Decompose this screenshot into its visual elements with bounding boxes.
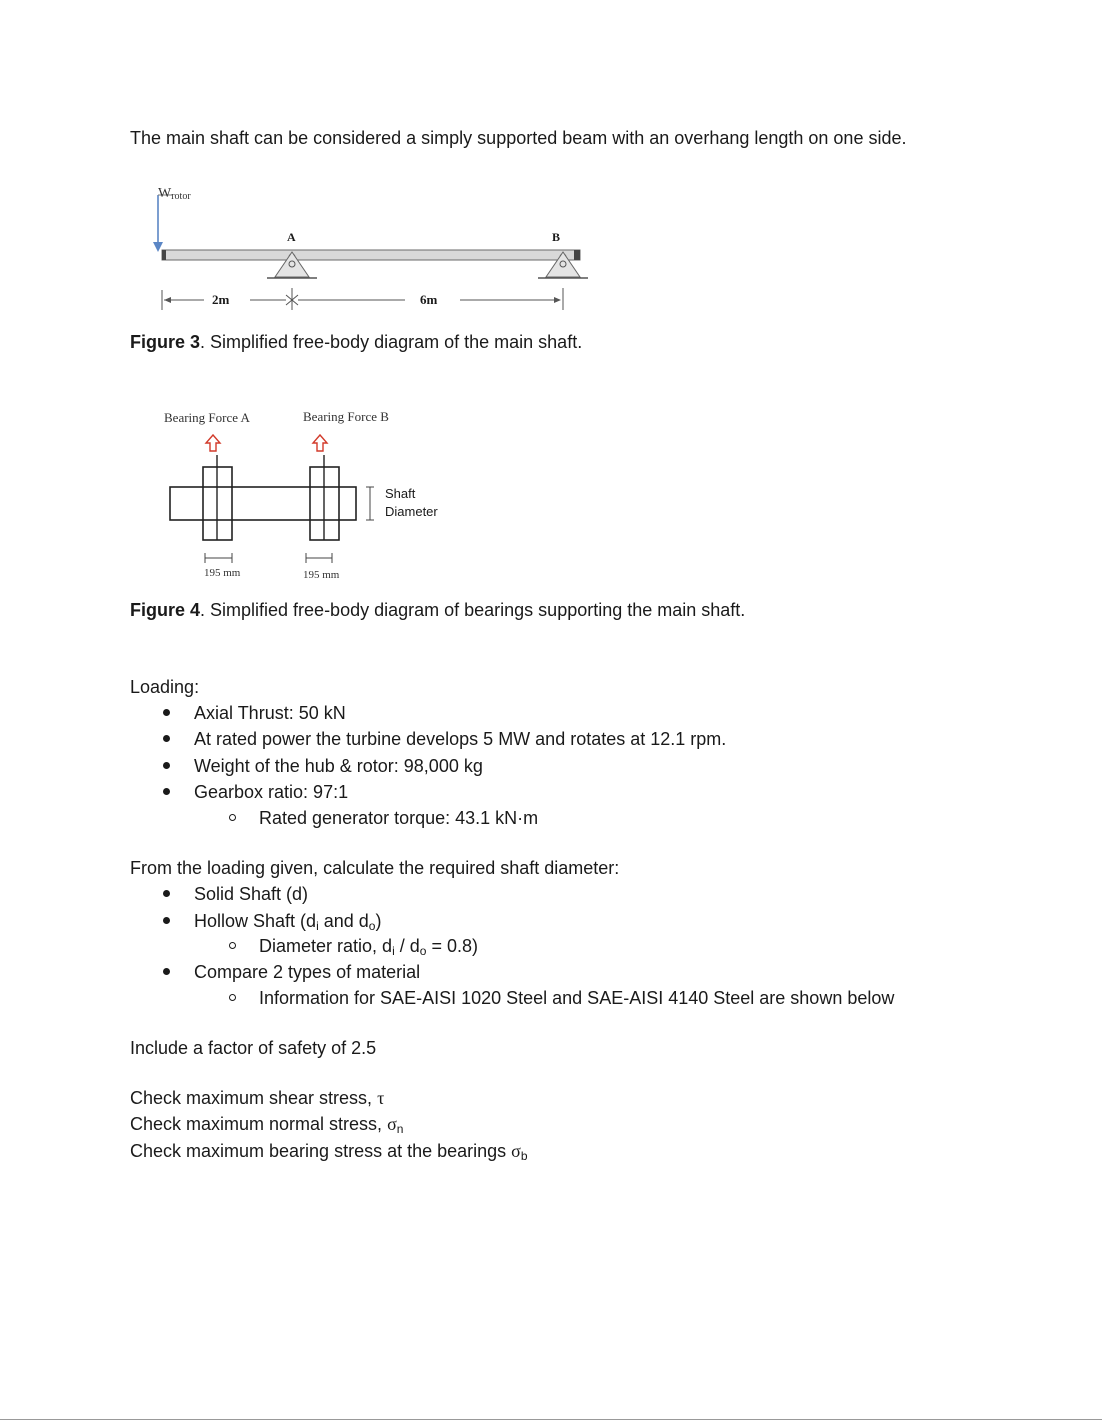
rotor-weight-label (158, 186, 191, 202)
loading-heading: Loading: (130, 677, 200, 697)
tau-symbol: τ (377, 1088, 385, 1108)
bearing-a-width-label: 195 mm (204, 567, 241, 579)
sub-bullet-icon (229, 942, 236, 949)
hollow-text-a: Hollow Shaft (d (194, 911, 317, 931)
loading-item-weight: Weight of the hub & rotor: 98,000 kg (194, 756, 483, 776)
loading-item-gearbox: Gearbox ratio: 97:1 (194, 782, 349, 802)
bearing-force-a-label: Bearing Force A (164, 410, 250, 425)
shaft-diameter-label-line-2: Diameter (385, 504, 438, 519)
bullet-icon (163, 890, 170, 897)
check-bearing-stress (130, 1139, 528, 1163)
task-compare-materials: Compare 2 types of material (194, 962, 421, 982)
task-material-info: Information for SAE-AISI 1020 Steel and SAE-AISI 4140 Steel are shown below (259, 988, 895, 1008)
support-b-label: B (552, 230, 561, 244)
support-a-label: A (287, 230, 296, 244)
main-shaft-beam (162, 250, 580, 260)
bearing-force-a-arrow (206, 435, 220, 451)
shaft-outline (170, 487, 356, 520)
bearing-b-width-label: 195 mm (303, 569, 340, 581)
figure-4-caption-label: Figure 4 (130, 600, 201, 620)
ratio-sub-o: o (419, 944, 427, 958)
check-shear-stress (130, 1086, 384, 1110)
hollow-text-b: and d (318, 911, 369, 931)
figure-3-beam-diagram (140, 180, 600, 315)
sigma-n-symbol: σ (387, 1114, 397, 1134)
hollow-text-c: ) (375, 911, 382, 931)
bullet-icon (163, 735, 170, 742)
ratio-text-a: Diameter ratio, d (259, 936, 393, 956)
figure-3-caption-label: Figure 3 (130, 332, 201, 352)
rotor-weight-subscript: rotor (171, 191, 191, 202)
check-normal-stress (130, 1112, 403, 1136)
hollow-sub-i: i (316, 919, 319, 933)
bullet-icon (163, 762, 170, 769)
figure-3-caption-text: . Simplified free-body diagram of the main shaft. (200, 332, 583, 352)
rotor-weight-symbol: W (158, 186, 172, 201)
bearing-force-b-label: Bearing Force B (303, 409, 389, 424)
sigma-b-subscript: b (520, 1149, 528, 1163)
ratio-sub-i: i (392, 944, 395, 958)
figure-4-bearing-diagram (160, 425, 380, 575)
bullet-icon (163, 709, 170, 716)
figure-3-caption (130, 330, 582, 354)
figure-4-caption-text: . Simplified free-body diagram of bearings supporting the main shaft. (200, 600, 746, 620)
page-bottom-rule (0, 1419, 1102, 1420)
task-heading: From the loading given, calculate the required shaft diameter: (130, 858, 620, 878)
loading-item-rated-power: At rated power the turbine develops 5 MW and rotates at 12.1 rpm. (194, 729, 727, 749)
sigma-b-symbol: σ (511, 1141, 521, 1161)
shaft-diameter-label-line-1: Shaft (385, 486, 416, 501)
hollow-sub-o: o (368, 919, 376, 933)
bullet-icon (163, 917, 170, 924)
sub-bullet-icon (229, 814, 236, 821)
factor-of-safety: Include a factor of safety of 2.5 (130, 1038, 377, 1058)
dimension-6m: 6m (420, 292, 438, 307)
figure-4-caption (130, 598, 745, 622)
dimension-2m: 2m (212, 292, 230, 307)
sigma-n-subscript: n (396, 1122, 404, 1136)
task-diameter-ratio (259, 934, 478, 958)
intro-text: The main shaft can be considered a simply supported beam with an overhang length on one side. (130, 128, 907, 148)
ratio-text-b: / d (394, 936, 420, 956)
check-normal-text: Check maximum normal stress, (130, 1114, 388, 1134)
bullet-icon (163, 968, 170, 975)
check-bearing-text: Check maximum bearing stress at the bearings (130, 1141, 512, 1161)
bullet-icon (163, 788, 170, 795)
task-solid-shaft: Solid Shaft (d) (194, 884, 309, 904)
task-hollow-shaft (194, 909, 381, 933)
check-shear-text: Check maximum shear stress, (130, 1088, 378, 1108)
loading-item-axial-thrust: Axial Thrust: 50 kN (194, 703, 346, 723)
sub-bullet-icon (229, 994, 236, 1001)
ratio-text-c: = 0.8) (426, 936, 478, 956)
shaft-diameter-label (385, 485, 438, 521)
loading-sub-item-torque: Rated generator torque: 43.1 kN·m (259, 808, 539, 828)
bearing-force-b-arrow (313, 435, 327, 451)
